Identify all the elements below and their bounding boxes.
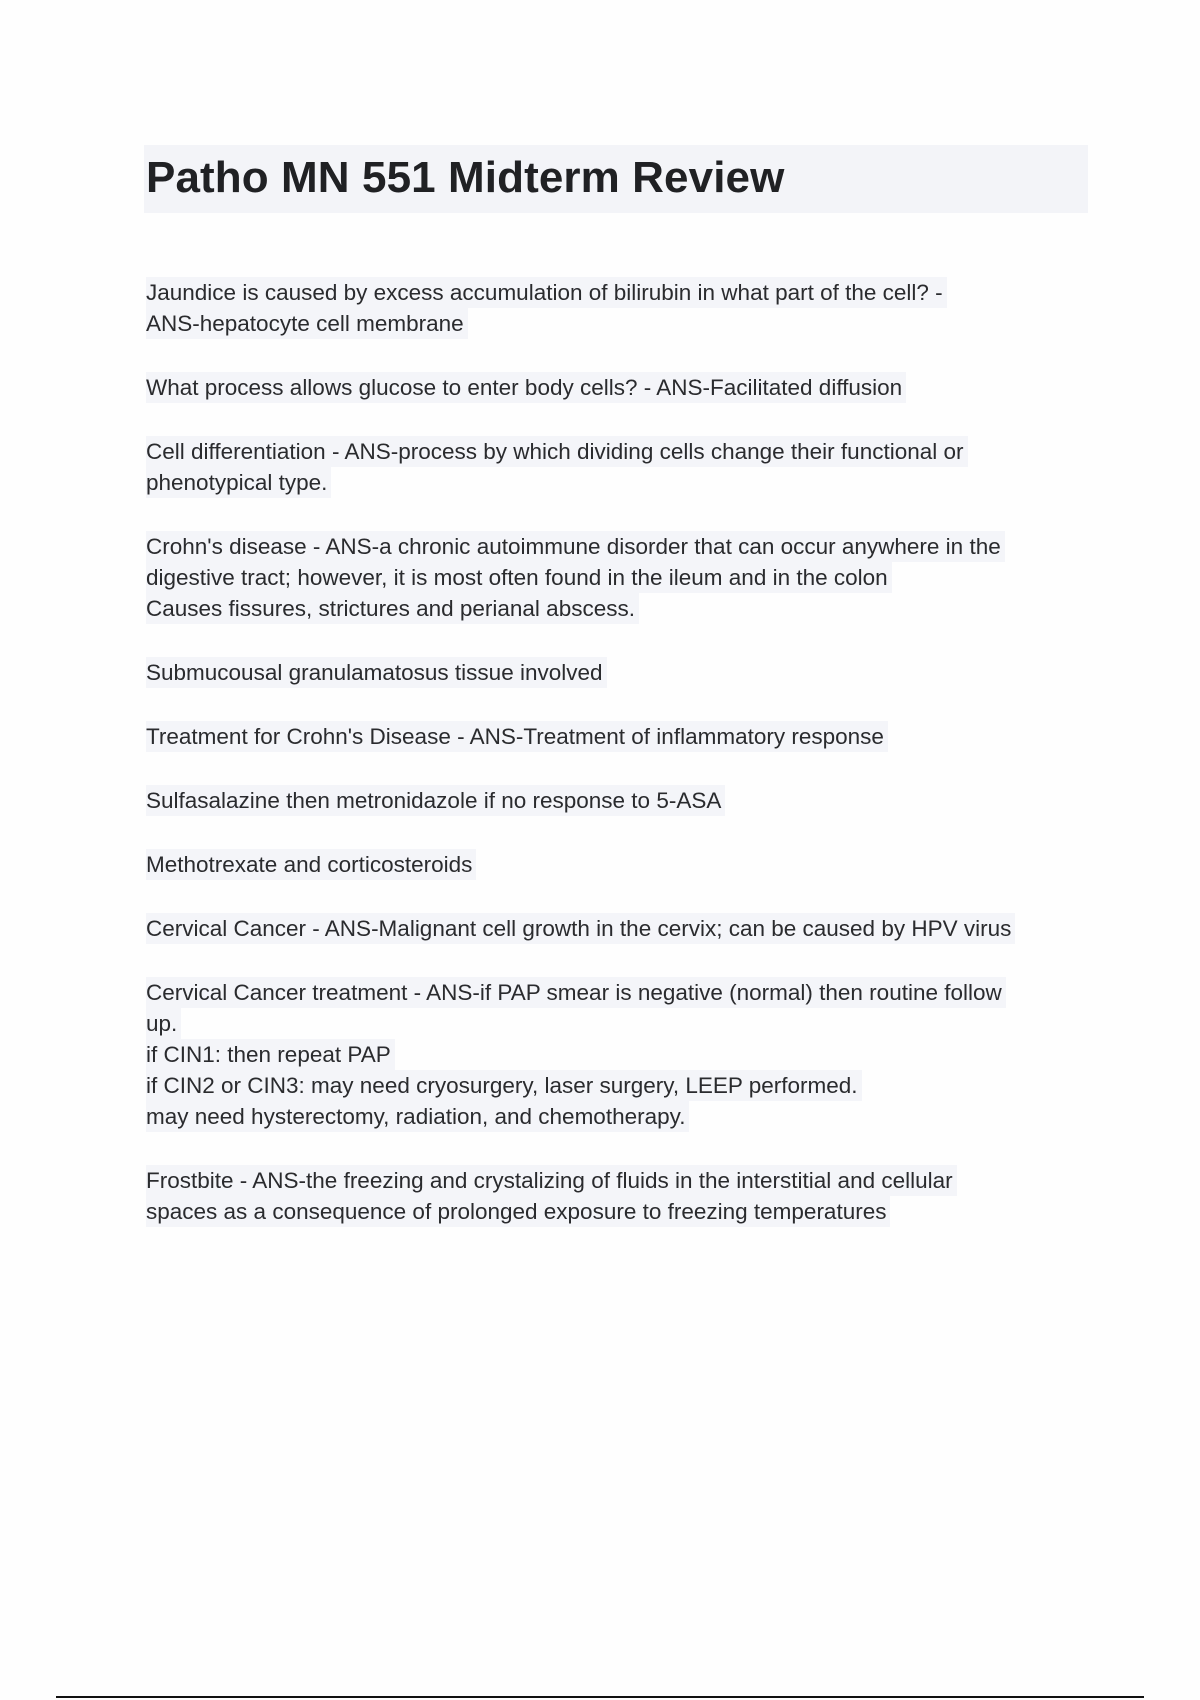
entry-line: Cell differentiation - ANS-process by which dividing cells change their functional or — [146, 436, 968, 467]
entry-line: Cervical Cancer treatment - ANS-if PAP smear is negative (normal) then routine follow — [146, 977, 1006, 1008]
review-entry-sulfasalazine — [146, 785, 1096, 816]
entry-line: if CIN1: then repeat PAP — [146, 1039, 395, 1070]
page-title: Patho MN 551 Midterm Review — [146, 153, 785, 202]
entry-line: Treatment for Crohn's Disease - ANS-Treatment of inflammatory response — [146, 721, 888, 752]
review-entry-cervical-cancer-treatment — [146, 977, 1096, 1132]
entry-line: digestive tract; however, it is most often found in the ileum and in the colon — [146, 562, 892, 593]
entry-line: spaces as a consequence of prolonged exposure to freezing temperatures — [146, 1196, 890, 1227]
entry-line: Sulfasalazine then metronidazole if no response to 5-ASA — [146, 785, 725, 816]
entry-line: up. — [146, 1008, 181, 1039]
review-entry-crohns-treatment — [146, 721, 1096, 752]
review-content — [146, 277, 1096, 1260]
entry-line: What process allows glucose to enter body cells? - ANS-Facilitated diffusion — [146, 372, 906, 403]
entry-line: may need hysterectomy, radiation, and chemotherapy. — [146, 1101, 689, 1132]
entry-line: ANS-hepatocyte cell membrane — [146, 308, 468, 339]
entry-line: phenotypical type. — [146, 467, 331, 498]
review-entry-cervical-cancer — [146, 913, 1096, 944]
entry-line: Cervical Cancer - ANS-Malignant cell growth in the cervix; can be caused by HPV virus — [146, 913, 1015, 944]
review-entry-crohns — [146, 531, 1096, 624]
review-entry-glucose — [146, 372, 1096, 403]
review-entry-methotrexate — [146, 849, 1096, 880]
review-entry-cell-differentiation — [146, 436, 1096, 498]
review-entry-jaundice — [146, 277, 1096, 339]
page-bottom-rule — [56, 1696, 1144, 1698]
review-entry-frostbite — [146, 1165, 1096, 1227]
entry-line: Submucousal granulamatosus tissue involved — [146, 657, 607, 688]
entry-line: Methotrexate and corticosteroids — [146, 849, 476, 880]
entry-line: Jaundice is caused by excess accumulation of bilirubin in what part of the cell? - — [146, 277, 947, 308]
entry-line: Causes fissures, strictures and perianal abscess. — [146, 593, 639, 624]
entry-line: Frostbite - ANS-the freezing and crystalizing of fluids in the interstitial and cellular — [146, 1165, 957, 1196]
review-entry-submucousal — [146, 657, 1096, 688]
entry-line: Crohn's disease - ANS-a chronic autoimmune disorder that can occur anywhere in the — [146, 531, 1005, 562]
entry-line: if CIN2 or CIN3: may need cryosurgery, laser surgery, LEEP performed. — [146, 1070, 862, 1101]
